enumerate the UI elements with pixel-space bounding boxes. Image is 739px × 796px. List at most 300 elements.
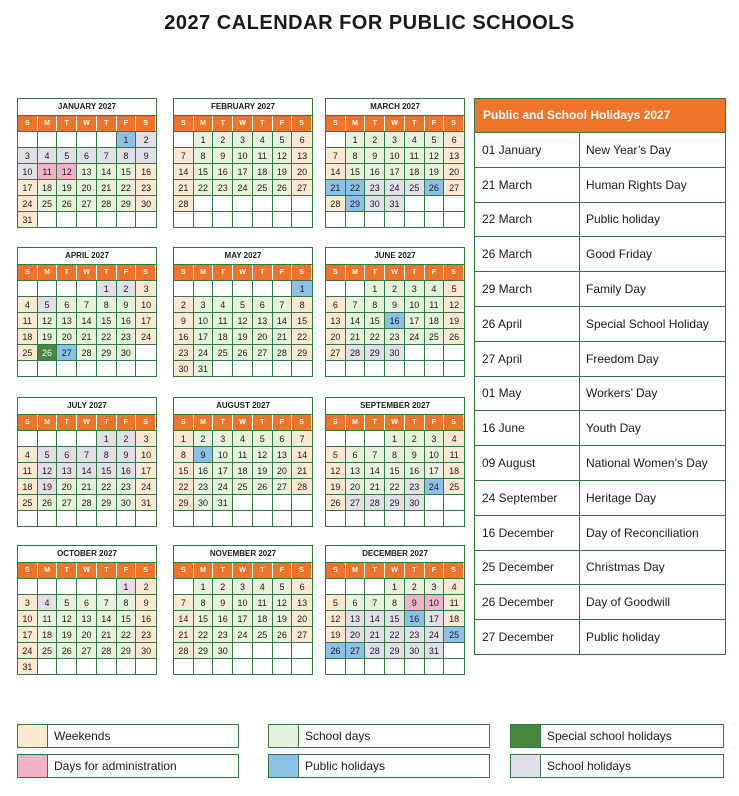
day-cell: 24 [136, 328, 156, 344]
day-cell: 28 [273, 344, 293, 360]
empty-cell [38, 280, 58, 296]
day-cell: 14 [273, 312, 293, 328]
day-cell: 19 [233, 328, 253, 344]
empty-cell [233, 280, 253, 296]
empty-cell [273, 211, 293, 227]
day-cell: 16 [174, 328, 194, 344]
empty-cell [194, 280, 214, 296]
weekday-header: T [57, 116, 77, 131]
holiday-date: 26 April [475, 307, 580, 341]
day-cell: 10 [405, 296, 425, 312]
weekday-header: F [425, 265, 445, 280]
weekday-header: T [213, 116, 233, 131]
day-cell: 8 [385, 594, 405, 610]
day-cell: 27 [292, 179, 312, 195]
day-cell: 16 [136, 610, 156, 626]
empty-cell [194, 510, 214, 526]
holiday-row [475, 515, 725, 550]
weekday-header: T [57, 415, 77, 430]
holiday-date: 22 March [475, 203, 580, 237]
day-cell: 5 [38, 296, 58, 312]
day-cell: 24 [18, 642, 38, 658]
weekday-header: S [326, 265, 346, 280]
empty-cell [57, 658, 77, 674]
weekday-header: T [365, 265, 385, 280]
day-cell: 27 [57, 494, 77, 510]
day-cell: 25 [18, 494, 38, 510]
day-cell: 15 [117, 610, 137, 626]
legend-swatch [18, 755, 48, 777]
empty-cell [57, 430, 77, 446]
day-cell: 21 [273, 328, 293, 344]
day-cell: 16 [136, 163, 156, 179]
day-cell: 18 [253, 610, 273, 626]
empty-cell [346, 578, 366, 594]
month-name: JANUARY 2027 [18, 99, 156, 116]
day-cell: 15 [292, 312, 312, 328]
day-cell: 23 [405, 478, 425, 494]
day-cell: 25 [253, 179, 273, 195]
day-cell: 13 [346, 610, 366, 626]
day-cell: 22 [194, 179, 214, 195]
day-cell: 16 [117, 462, 137, 478]
empty-cell [253, 360, 273, 376]
day-cell: 27 [77, 642, 97, 658]
holiday-name: Christmas Day [586, 560, 665, 575]
empty-cell [136, 360, 156, 376]
day-cell: 17 [233, 610, 253, 626]
weekday-header: S [18, 116, 38, 131]
day-cell: 26 [38, 344, 58, 360]
legend-label: Weekends [54, 729, 111, 743]
day-cell: 27 [346, 642, 366, 658]
empty-cell [213, 211, 233, 227]
day-cell: 22 [97, 328, 117, 344]
day-cell: 2 [385, 280, 405, 296]
day-cell: 27 [444, 179, 464, 195]
day-cell: 8 [117, 147, 137, 163]
day-cell: 9 [117, 446, 137, 462]
day-cell: 3 [233, 131, 253, 147]
legend-swatch [511, 725, 541, 747]
weekday-header: F [273, 563, 293, 578]
holiday-date: 09 August [475, 446, 580, 480]
empty-cell [292, 211, 312, 227]
day-cell: 12 [57, 610, 77, 626]
weekday-header: S [136, 265, 156, 280]
day-cell: 2 [405, 578, 425, 594]
day-cell: 24 [194, 344, 214, 360]
day-cell: 10 [425, 594, 445, 610]
holiday-row [475, 376, 725, 411]
day-cell: 19 [38, 478, 58, 494]
day-cell: 25 [38, 195, 58, 211]
empty-cell [253, 494, 273, 510]
empty-cell [213, 510, 233, 526]
day-cell: 21 [77, 478, 97, 494]
month-name: APRIL 2027 [18, 248, 156, 265]
month-calendar [17, 98, 157, 228]
holiday-date: 26 March [475, 237, 580, 271]
day-cell: 27 [273, 478, 293, 494]
day-cell: 14 [365, 462, 385, 478]
day-cell: 19 [326, 626, 346, 642]
day-cell: 6 [292, 578, 312, 594]
day-cell: 17 [136, 312, 156, 328]
day-cell: 30 [117, 494, 137, 510]
day-cell: 29 [385, 494, 405, 510]
holiday-name: Youth Day [586, 421, 641, 436]
weekday-header: F [117, 265, 137, 280]
day-cell: 1 [385, 430, 405, 446]
day-cell: 9 [405, 446, 425, 462]
month-calendar [325, 98, 465, 228]
day-cell: 13 [444, 147, 464, 163]
day-cell: 7 [97, 594, 117, 610]
weekday-header: M [194, 415, 214, 430]
weekday-header: S [174, 116, 194, 131]
day-cell: 20 [253, 328, 273, 344]
empty-cell [77, 211, 97, 227]
weekday-header: M [346, 563, 366, 578]
month-name: JULY 2027 [18, 398, 156, 415]
day-cell: 4 [38, 147, 58, 163]
weekday-header: T [405, 116, 425, 131]
weekday-header: S [326, 563, 346, 578]
weekday-header: S [18, 563, 38, 578]
day-cell: 28 [77, 344, 97, 360]
day-cell: 30 [405, 494, 425, 510]
empty-cell [425, 510, 445, 526]
weekday-header: S [136, 116, 156, 131]
empty-cell [425, 494, 445, 510]
weekday-header: S [444, 415, 464, 430]
day-cell: 8 [292, 296, 312, 312]
day-cell: 24 [233, 626, 253, 642]
day-cell: 3 [405, 280, 425, 296]
day-cell: 17 [425, 462, 445, 478]
day-cell: 10 [18, 163, 38, 179]
day-cell: 16 [194, 462, 214, 478]
weekday-header: S [18, 265, 38, 280]
empty-cell [292, 360, 312, 376]
empty-cell [233, 494, 253, 510]
empty-cell [233, 642, 253, 658]
empty-cell [136, 344, 156, 360]
day-cell: 22 [385, 626, 405, 642]
day-cell: 24 [233, 179, 253, 195]
month-name: MARCH 2027 [326, 99, 464, 116]
day-cell: 21 [346, 328, 366, 344]
day-cell: 9 [405, 594, 425, 610]
day-cell: 27 [346, 494, 366, 510]
empty-cell [444, 642, 464, 658]
day-cell: 18 [425, 312, 445, 328]
weekday-header: T [97, 116, 117, 131]
day-cell: 17 [385, 163, 405, 179]
day-cell: 20 [346, 626, 366, 642]
empty-cell [18, 510, 38, 526]
day-cell: 8 [194, 147, 214, 163]
day-cell: 9 [365, 147, 385, 163]
day-cell: 16 [365, 163, 385, 179]
day-cell: 8 [346, 147, 366, 163]
day-cell: 5 [57, 594, 77, 610]
day-cell: 1 [117, 578, 137, 594]
empty-cell [233, 211, 253, 227]
weekday-header: M [346, 265, 366, 280]
day-cell: 1 [97, 430, 117, 446]
weekday-header: T [365, 563, 385, 578]
holiday-row [475, 236, 725, 271]
day-cell: 12 [273, 147, 293, 163]
day-cell: 30 [136, 642, 156, 658]
holiday-row [475, 619, 725, 654]
empty-cell [57, 280, 77, 296]
legend-swatch [511, 755, 541, 777]
day-cell: 13 [326, 312, 346, 328]
day-cell: 31 [213, 494, 233, 510]
day-cell: 10 [385, 147, 405, 163]
day-cell: 11 [425, 296, 445, 312]
empty-cell [194, 195, 214, 211]
empty-cell [38, 510, 58, 526]
legend-label: School days [305, 729, 371, 743]
weekday-header: T [97, 265, 117, 280]
weekday-header: M [346, 415, 366, 430]
holiday-date: 16 June [475, 411, 580, 445]
day-cell: 7 [97, 147, 117, 163]
day-cell: 21 [174, 179, 194, 195]
weekday-header: W [233, 415, 253, 430]
empty-cell [273, 642, 293, 658]
empty-cell [57, 360, 77, 376]
day-cell: 8 [117, 594, 137, 610]
weekday-header: T [213, 265, 233, 280]
day-cell: 14 [292, 446, 312, 462]
day-cell: 8 [174, 446, 194, 462]
day-cell: 18 [233, 462, 253, 478]
day-cell: 8 [97, 296, 117, 312]
day-cell: 6 [346, 594, 366, 610]
weekday-header: M [38, 415, 58, 430]
weekday-header: F [117, 116, 137, 131]
day-cell: 1 [174, 430, 194, 446]
day-cell: 16 [405, 610, 425, 626]
day-cell: 22 [365, 328, 385, 344]
empty-cell [385, 510, 405, 526]
day-cell: 8 [385, 446, 405, 462]
day-cell: 30 [174, 360, 194, 376]
empty-cell [346, 280, 366, 296]
day-cell: 3 [213, 430, 233, 446]
day-cell: 23 [136, 179, 156, 195]
day-cell: 5 [233, 296, 253, 312]
day-cell: 2 [194, 430, 214, 446]
day-cell: 15 [385, 462, 405, 478]
day-cell: 16 [213, 163, 233, 179]
day-cell: 29 [385, 642, 405, 658]
holiday-date: 25 December [475, 551, 580, 585]
empty-cell [38, 360, 58, 376]
day-cell: 17 [18, 179, 38, 195]
month-name: FEBRUARY 2027 [174, 99, 312, 116]
empty-cell [365, 430, 385, 446]
empty-cell [444, 658, 464, 674]
day-cell: 14 [365, 610, 385, 626]
day-cell: 22 [346, 179, 366, 195]
holiday-date: 01 January [475, 133, 580, 167]
empty-cell [273, 658, 293, 674]
day-cell: 7 [365, 446, 385, 462]
day-cell: 11 [38, 163, 58, 179]
legend-item [17, 754, 239, 778]
empty-cell [405, 360, 425, 376]
day-cell: 1 [194, 131, 214, 147]
day-cell: 4 [18, 446, 38, 462]
empty-cell [117, 360, 137, 376]
empty-cell [385, 658, 405, 674]
empty-cell [57, 211, 77, 227]
day-cell: 9 [194, 446, 214, 462]
empty-cell [136, 211, 156, 227]
day-cell: 30 [213, 642, 233, 658]
day-cell: 1 [117, 131, 137, 147]
day-cell: 21 [365, 626, 385, 642]
day-cell: 25 [38, 642, 58, 658]
day-cell: 20 [273, 462, 293, 478]
weekday-header: W [77, 563, 97, 578]
day-cell: 20 [77, 626, 97, 642]
holiday-row [475, 167, 725, 202]
day-cell: 5 [444, 280, 464, 296]
empty-cell [385, 211, 405, 227]
weekday-header: T [213, 563, 233, 578]
day-cell: 30 [194, 494, 214, 510]
day-cell: 16 [117, 312, 137, 328]
legend-item [268, 754, 490, 778]
empty-cell [213, 280, 233, 296]
day-cell: 2 [117, 430, 137, 446]
day-cell: 28 [365, 642, 385, 658]
empty-cell [425, 195, 445, 211]
empty-cell [77, 658, 97, 674]
empty-cell [233, 658, 253, 674]
day-cell: 18 [18, 478, 38, 494]
day-cell: 5 [425, 131, 445, 147]
holiday-row [475, 550, 725, 585]
empty-cell [174, 510, 194, 526]
day-cell: 3 [425, 430, 445, 446]
day-cell: 12 [38, 312, 58, 328]
day-cell: 9 [385, 296, 405, 312]
day-cell: 6 [273, 430, 293, 446]
day-cell: 10 [425, 446, 445, 462]
day-cell: 15 [117, 163, 137, 179]
day-cell: 25 [213, 344, 233, 360]
month-calendar [325, 397, 465, 527]
empty-cell [18, 280, 38, 296]
day-cell: 13 [292, 594, 312, 610]
day-cell: 15 [346, 163, 366, 179]
day-cell: 6 [57, 446, 77, 462]
empty-cell [97, 360, 117, 376]
weekday-header: F [273, 265, 293, 280]
day-cell: 12 [233, 312, 253, 328]
empty-cell [292, 642, 312, 658]
day-cell: 28 [97, 195, 117, 211]
day-cell: 7 [273, 296, 293, 312]
day-cell: 2 [213, 131, 233, 147]
weekday-header: S [444, 116, 464, 131]
holiday-row [475, 480, 725, 515]
weekday-header: S [18, 415, 38, 430]
empty-cell [365, 578, 385, 594]
day-cell: 29 [346, 195, 366, 211]
day-cell: 11 [38, 610, 58, 626]
day-cell: 24 [385, 179, 405, 195]
holiday-row [475, 445, 725, 480]
day-cell: 28 [292, 478, 312, 494]
empty-cell [346, 211, 366, 227]
day-cell: 31 [425, 642, 445, 658]
holiday-name: Family Day [586, 282, 647, 297]
day-cell: 23 [213, 179, 233, 195]
empty-cell [18, 360, 38, 376]
day-cell: 4 [444, 430, 464, 446]
legend-label: Days for administration [54, 759, 177, 773]
day-cell: 4 [253, 131, 273, 147]
empty-cell [18, 430, 38, 446]
day-cell: 23 [117, 328, 137, 344]
day-cell: 19 [273, 610, 293, 626]
empty-cell [77, 430, 97, 446]
empty-cell [253, 658, 273, 674]
empty-cell [273, 494, 293, 510]
month-name: NOVEMBER 2027 [174, 546, 312, 563]
day-cell: 4 [253, 578, 273, 594]
weekday-header: M [194, 116, 214, 131]
day-cell: 25 [253, 626, 273, 642]
empty-cell [38, 578, 58, 594]
day-cell: 23 [117, 478, 137, 494]
weekday-header: S [444, 563, 464, 578]
day-cell: 30 [136, 195, 156, 211]
day-cell: 18 [38, 179, 58, 195]
day-cell: 22 [194, 626, 214, 642]
day-cell: 28 [174, 642, 194, 658]
weekday-header: T [365, 415, 385, 430]
day-cell: 6 [57, 296, 77, 312]
holiday-name: Heritage Day [586, 490, 657, 505]
legend-label: Public holidays [305, 759, 386, 773]
weekday-header: F [273, 116, 293, 131]
day-cell: 16 [405, 462, 425, 478]
holiday-name: Public holiday [586, 212, 661, 227]
day-cell: 17 [405, 312, 425, 328]
day-cell: 28 [346, 344, 366, 360]
holiday-row [475, 132, 725, 167]
day-cell: 13 [346, 462, 366, 478]
day-cell: 24 [405, 328, 425, 344]
empty-cell [233, 510, 253, 526]
empty-cell [292, 510, 312, 526]
day-cell: 21 [174, 626, 194, 642]
day-cell: 12 [57, 163, 77, 179]
month-calendar [325, 545, 465, 675]
day-cell: 11 [405, 147, 425, 163]
day-cell: 28 [77, 494, 97, 510]
